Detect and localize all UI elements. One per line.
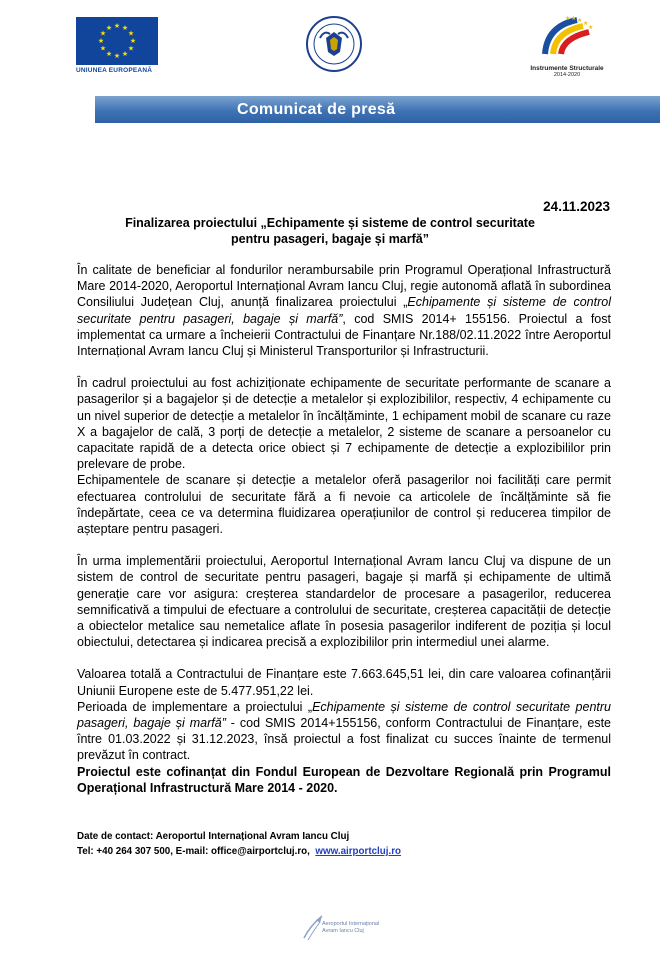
paragraph-intro-text-end: , cod SMIS 2014+ 155156. Proiectul a fost implementat ca urmare a încheierii Contractului de Finanțare Nr.188/02.11.2022 între Aeroportul Internațional Avram Iancu Cluj și Ministerul Transporturilor și Infrastructurii. bbox=[77, 311, 611, 359]
svg-text:★: ★ bbox=[105, 24, 113, 32]
eu-flag-icon bbox=[76, 17, 158, 65]
svg-text:★: ★ bbox=[565, 15, 571, 22]
svg-text:★: ★ bbox=[113, 22, 121, 30]
svg-text:★: ★ bbox=[129, 37, 137, 45]
government-seal-icon bbox=[306, 16, 362, 72]
press-release-banner bbox=[95, 96, 660, 123]
banner-title: Comunicat de presă bbox=[237, 100, 396, 118]
airport-logo-line-1: Aeroportul Internațional bbox=[322, 921, 380, 927]
svg-text:★: ★ bbox=[583, 20, 589, 27]
airport-logo-line-2: Avram Iancu Cluj bbox=[322, 928, 364, 934]
structural-instruments-icon bbox=[537, 14, 597, 58]
title-line-2: pentru pasageri, bagaje și marfă” bbox=[231, 232, 429, 246]
svg-text:★: ★ bbox=[588, 24, 594, 31]
document-body bbox=[77, 262, 611, 796]
document-title bbox=[90, 215, 570, 247]
paragraph-intro-text: În calitate de beneficiar al fondurilor nerambursabile prin Programul Operațional Infrastructură Mare 2014-2020, Aeroportul Internațional Avram Iancu Cluj, regie autonomă aflată în subordinea Consiliului Județean Cluj, anunță finalizarea proiectului „ bbox=[77, 263, 611, 310]
svg-text:★: ★ bbox=[121, 50, 129, 58]
svg-text:★: ★ bbox=[99, 44, 107, 53]
website-link[interactable]: www.airportcluj.ro bbox=[315, 846, 401, 857]
structural-instruments-title: Instrumente Structurale bbox=[530, 65, 604, 72]
contact-line: Date de contact: Aeroportul Internațional Avram Iancu Cluj bbox=[77, 831, 350, 842]
svg-text:★: ★ bbox=[105, 50, 113, 58]
paragraph-cofinancing: Proiectul este cofinanțat din Fondul European de Dezvoltare Regională prin Programul Operațional Infrastructură Mare 2014 - 2020. bbox=[77, 764, 611, 795]
title-line-1: Finalizarea proiectului „Echipamente și sisteme de control securitate bbox=[125, 216, 535, 230]
contact-block bbox=[77, 829, 617, 859]
project-name-italic-2: Echipamente și sisteme de control securitate pentru pasageri, bagaje și marfă” bbox=[77, 699, 612, 731]
paragraph-intro bbox=[77, 262, 611, 359]
structural-instruments-years: 2014-2020 bbox=[553, 72, 581, 78]
svg-text:★: ★ bbox=[127, 44, 135, 53]
paragraph-equipment: În cadrul proiectului au fost achiziționate echipamente de securitate performante de scanare a pasagerilor și a bagajelor și de detecție a metalelor și explozibililor, respectiv, 4 echipamente cu un nivel superior de detecție a metalelor în încălțăminte, 1 echipament mobil de scanare cu raze X a bagajelor de cală, 3 porți de detecție a metalelor, 2 sisteme de scanare a persoanelor cu capacitate rapidă de a detecta orice obiect și 7 echipamente de detecție a explozibililor prin prelevare de probe. bbox=[77, 376, 611, 472]
project-name-italic: Echipamente și sisteme de control securitate pentru pasageri, bagaje și marfă” bbox=[77, 295, 611, 326]
eu-logo bbox=[76, 17, 158, 74]
svg-text:★: ★ bbox=[127, 29, 135, 38]
paragraph-value: Valoarea totală a Contractului de Finanțare este 7.663.645,51 lei, din care valoarea cofinanțării Uniunii Europene este de 5.477.951,22 lei. bbox=[77, 667, 611, 698]
paragraph-period-text-end: - cod SMIS 2014+155156, conform Contractului de Finanțare, este între 01.03.2022 și 31.12.2023, însă proiectul a fost finalizat cu succes înainte de termenul prevăzut în contract. bbox=[77, 716, 611, 763]
document-date: 24.11.2023 bbox=[543, 199, 610, 214]
paragraph-benefits: Echipamentele de scanare și detecție a metalelor oferă pasagerilor noi facilități care permit efectuarea controlului de securitate fără a fi nevoie ca articolele de încălțăminte să fie îndepărtate, ceea ce va determina fluidizarea operațiunilor de control și reducerea timpilor de așteptare pentru pasageri. bbox=[77, 473, 611, 537]
phone-email-text: Tel: +40 264 307 500, E-mail: office@airportcluj.ro, bbox=[77, 846, 310, 857]
svg-text:★: ★ bbox=[577, 17, 583, 24]
paragraph-period bbox=[77, 699, 611, 764]
svg-text:★: ★ bbox=[97, 37, 105, 45]
contact-details bbox=[77, 844, 617, 859]
svg-text:★: ★ bbox=[121, 24, 129, 32]
eu-caption: UNIUNEA EUROPEANĂ bbox=[76, 67, 153, 74]
airport-logo-text bbox=[322, 921, 379, 935]
svg-text:★: ★ bbox=[99, 29, 107, 38]
svg-text:★: ★ bbox=[113, 52, 121, 60]
structural-instruments-logo bbox=[526, 14, 608, 78]
paragraph-period-text: Perioada de implementare a proiectului „ bbox=[77, 699, 313, 714]
paragraph-outcomes: În urma implementării proiectului, Aeroportul Internațional Avram Iancu Cluj va dispune de un sistem de control de securitate pentru pasageri, bagaje și marfă și echipamente de ultimă generație care vor asigura: creșterea standardelor de procesare a pasagerilor, reducerea semnificativă a timpului de efectuare a controlului de securitate, creșterea capacității de detecție a obiectelor metalice sau nemetalice aflate în posesia pasagerilor indiferent de poziția și locul obiectului, detectarea și indicarea precisă a explozibililor prin intermediul unei alarme. bbox=[77, 554, 611, 650]
svg-text:★: ★ bbox=[571, 15, 577, 22]
